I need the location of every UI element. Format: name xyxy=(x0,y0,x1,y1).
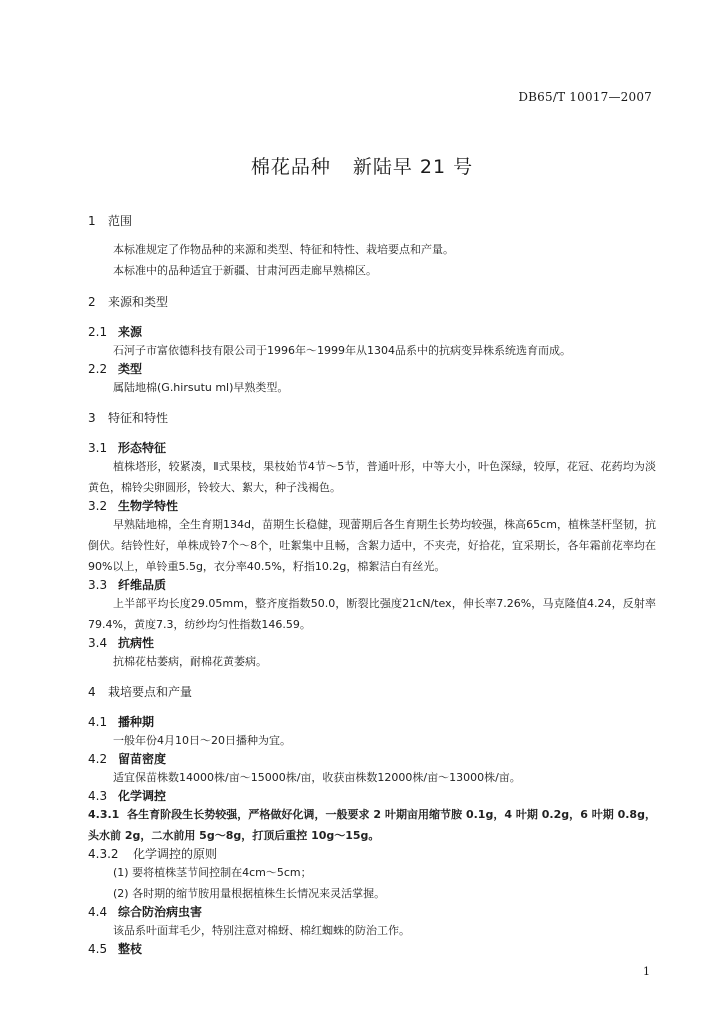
document-body xyxy=(88,213,656,957)
section-4-3-heading xyxy=(88,788,656,804)
section-number: 4.3.2 xyxy=(88,847,119,861)
page-title xyxy=(0,152,724,179)
section-title: 留苗密度 xyxy=(118,752,167,766)
section-4-4-heading xyxy=(88,904,656,920)
section-3-3-heading xyxy=(88,577,656,593)
section-title: 类型 xyxy=(118,362,143,376)
section-number: 4.3 xyxy=(88,789,108,803)
section-title: 播种期 xyxy=(118,715,155,729)
section-title: 抗病性 xyxy=(118,636,155,650)
paragraph: 该品系叶面茸毛少，特别注意对棉蚜、棉红蜘蛛的防治工作。 xyxy=(113,924,410,937)
paragraph-4-3-1 xyxy=(88,804,656,846)
section-title: 特征和特性 xyxy=(108,411,169,425)
title-part-1: 棉花品种 xyxy=(250,156,331,178)
section-number: 3.3 xyxy=(88,578,108,592)
section-number: 2.2 xyxy=(88,362,108,376)
standard-number: DB65/T 10017—2007 xyxy=(518,90,652,104)
paragraph: 属陆地棉(G.hirsutu ml)早熟类型。 xyxy=(113,381,289,394)
section-title: 化学调控 xyxy=(118,789,167,803)
section-3-1-heading xyxy=(88,440,656,456)
section-number: 4 xyxy=(88,685,96,699)
section-title: 范围 xyxy=(108,214,133,228)
section-4-heading xyxy=(88,684,656,700)
paragraph: 抗棉花枯萎病，耐棉花黄萎病。 xyxy=(113,655,267,668)
paragraph: 一般年份4月10日～20日播种为宜。 xyxy=(113,734,291,747)
section-2-2-heading xyxy=(88,361,656,377)
section-number: 3.4 xyxy=(88,636,108,650)
section-2-1-heading xyxy=(88,324,656,340)
paragraph: 上半部平均长度29.05mm，整齐度指数50.0，断裂比强度21cN/tex，伸长率7.26%，马克隆值4.24，反射率79.4%，黄度7.3，纺纱均匀性指数146.59。 xyxy=(88,597,656,631)
paragraph: 石河子市富依德科技有限公司于1996年～1999年从1304品系中的抗病变异株系统选育而成。 xyxy=(113,344,571,357)
section-title: 综合防治病虫害 xyxy=(118,905,203,919)
section-3-heading xyxy=(88,410,656,426)
section-4-2-heading xyxy=(88,751,656,767)
section-3-4-heading xyxy=(88,635,656,651)
section-4-1-heading xyxy=(88,714,656,730)
section-4-5-heading xyxy=(88,941,656,957)
paragraph: 本标准中的品种适宜于新疆、甘肃河西走廊早熟棉区。 xyxy=(113,264,377,277)
section-number: 3.1 xyxy=(88,441,108,455)
section-title: 来源 xyxy=(118,325,143,339)
section-number: 1 xyxy=(88,214,96,228)
section-number: 2 xyxy=(88,295,96,309)
paragraph: (2) 各时期的缩节胺用量根据植株生长情况来灵活掌握。 xyxy=(113,887,386,900)
section-number: 3 xyxy=(88,411,96,425)
section-number: 4.1 xyxy=(88,715,108,729)
paragraph-text: 各生育阶段生长势较强，严格做好化调，一般要求 2 叶期亩用缩节胺 0.1g，4 叶期 0.2g，6 叶期 0.8g，头水前 2g，二水前用 5g～8g，打顶后重控 10g～15g。 xyxy=(88,808,656,842)
section-4-3-2-heading xyxy=(88,846,656,862)
section-title: 纤维品质 xyxy=(118,578,167,592)
section-1-heading xyxy=(88,213,656,229)
paragraph: 本标准规定了作物品种的来源和类型、特征和特性、栽培要点和产量。 xyxy=(113,243,454,256)
section-title: 化学调控的原则 xyxy=(133,847,218,861)
section-number: 4.5 xyxy=(88,942,108,956)
section-number: 4.2 xyxy=(88,752,108,766)
section-title: 整枝 xyxy=(118,942,143,956)
paragraph: (1) 要将植株茎节间控制在4cm～5cm； xyxy=(113,866,312,879)
section-title: 形态特征 xyxy=(118,441,167,455)
section-3-2-heading xyxy=(88,498,656,514)
section-title: 生物学特性 xyxy=(118,499,179,513)
section-2-heading xyxy=(88,294,656,310)
page-number: 1 xyxy=(643,965,650,978)
section-number: 4.3.1 xyxy=(88,808,120,821)
section-title: 栽培要点和产量 xyxy=(108,685,193,699)
paragraph: 早熟陆地棉，全生育期134d，苗期生长稳健，现蕾期后各生育期生长势均较强，株高65cm，植株茎杆坚韧，抗倒伏。结铃性好，单株成铃7个～8个，吐絮集中且畅，含絮力适中，不夹壳，好拾花，宜采期长，各年霜前花率均在90%以上，单铃重5.5g，衣分率40.5%，籽指10.2g，棉絮洁白有丝光。 xyxy=(88,518,656,573)
section-number: 2.1 xyxy=(88,325,108,339)
section-number: 4.4 xyxy=(88,905,108,919)
title-part-2: 新陆早 21 号 xyxy=(352,156,474,178)
paragraph: 适宜保苗株数14000株/亩～15000株/亩，收获亩株数12000株/亩～13000株/亩。 xyxy=(113,771,521,784)
paragraph: 植株塔形，较紧凑，Ⅱ式果枝，果枝始节4节～5节，普通叶形，中等大小，叶色深绿，较厚，花冠、花药均为淡黄色，棉铃尖卵圆形，铃较大、絮大，种子浅褐色。 xyxy=(88,460,656,494)
section-title: 来源和类型 xyxy=(108,295,169,309)
section-number: 3.2 xyxy=(88,499,108,513)
